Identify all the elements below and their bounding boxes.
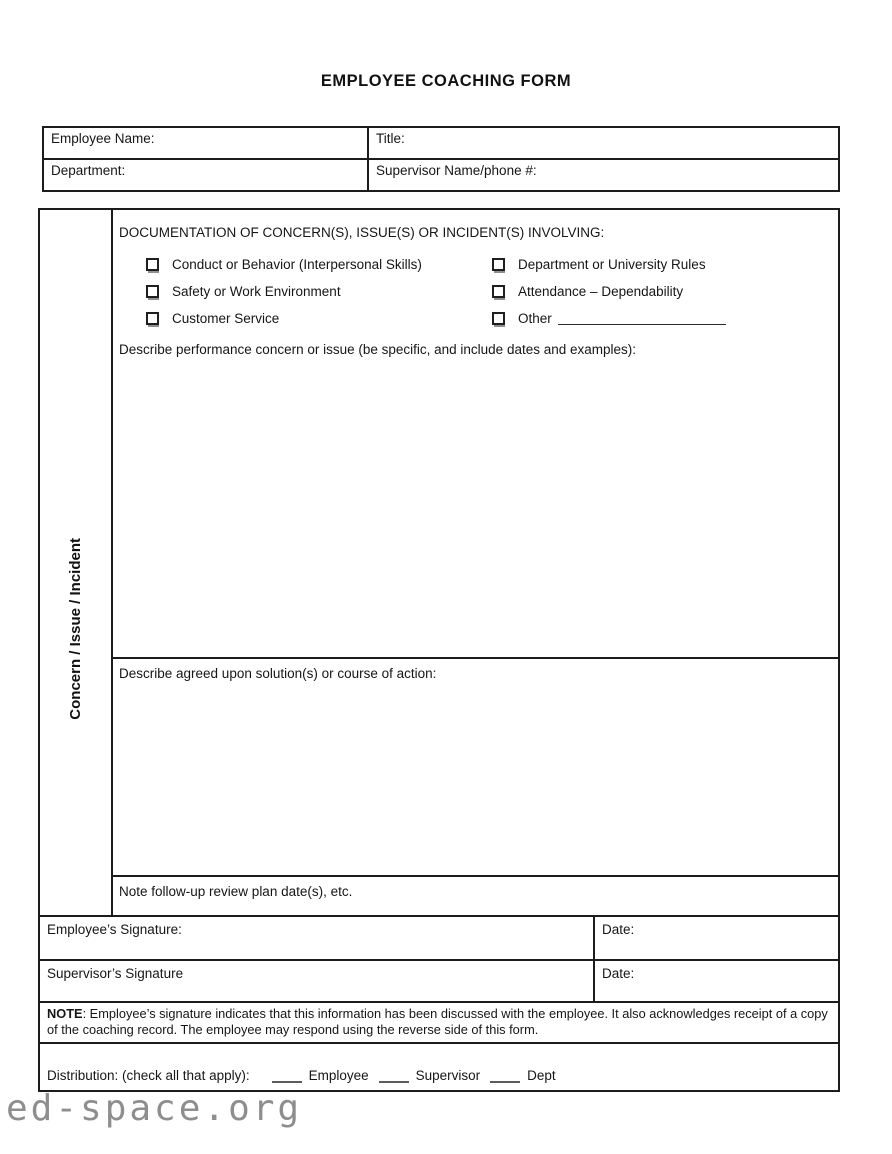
conduct-checkbox[interactable]: [146, 258, 159, 271]
distribution-option-label: Dept: [527, 1068, 556, 1083]
signature-section: [38, 915, 840, 1092]
other-checkbox[interactable]: [492, 312, 505, 325]
checkbox-item-other: [492, 307, 838, 329]
employee-signature-field[interactable]: Employee’s Signature:: [47, 922, 182, 937]
supervisor-field[interactable]: Supervisor Name/phone #:: [367, 160, 838, 190]
supervisor-signature-field[interactable]: Supervisor’s Signature: [47, 966, 184, 981]
department-rules-checkbox[interactable]: [492, 258, 505, 271]
distribution-option-label: Employee: [308, 1068, 369, 1083]
distribution-option-supervisor: [379, 1068, 481, 1083]
employee-date-field[interactable]: Date:: [593, 917, 838, 959]
distribution-option-employee: [272, 1068, 369, 1083]
page-title: EMPLOYEE COACHING FORM: [320, 72, 572, 90]
checkbox-label: Department or University Rules: [518, 256, 706, 272]
checkbox-item-safety: [146, 280, 492, 302]
attendance-checkbox[interactable]: [492, 285, 505, 298]
employee-info-table: [42, 126, 840, 192]
checkbox-label: Conduct or Behavior (Interpersonal Skills): [172, 256, 422, 272]
documentation-heading: DOCUMENTATION OF CONCERN(S), ISSUE(S) OR INCIDENT(S) INVOLVING:: [119, 225, 605, 240]
dept-distribution-blank[interactable]: [490, 1068, 520, 1083]
side-label-column: [40, 210, 113, 915]
followup-section[interactable]: [113, 875, 838, 915]
safety-checkbox[interactable]: [146, 285, 159, 298]
checkbox-label: Safety or Work Environment: [172, 283, 341, 299]
checkbox-item-attendance: [492, 280, 838, 302]
supervisor-distribution-blank[interactable]: [379, 1068, 409, 1083]
checkbox-label: Attendance – Dependability: [518, 283, 684, 299]
table-row: [44, 158, 838, 190]
checkbox-item-conduct: [146, 253, 492, 275]
checkbox-label: Other: [518, 310, 552, 326]
title-field[interactable]: Title:: [367, 128, 838, 158]
concern-checkbox-grid: [146, 253, 838, 329]
concern-content-column: [113, 210, 838, 915]
checkbox-item-customer-service: [146, 307, 492, 329]
solution-section: [113, 657, 838, 875]
concern-issue-incident-box: [38, 208, 840, 915]
note-body: : Employee’s signature indicates that this information has been discussed with the employee. It also acknowledges receipt of a copy of the coaching record. The employee may respond using the reverse side of this form.: [47, 1006, 828, 1037]
employee-signature-row: [40, 917, 838, 959]
customer-service-checkbox[interactable]: [146, 312, 159, 325]
checkbox-label: Customer Service: [172, 310, 280, 326]
solution-description-area[interactable]: [113, 681, 838, 875]
followup-label: Note follow-up review plan date(s), etc.: [119, 884, 353, 899]
documentation-section: [113, 210, 838, 657]
note-label: NOTE: [47, 1006, 83, 1021]
distribution-option-label: Supervisor: [415, 1068, 481, 1083]
distribution-label: Distribution: (check all that apply):: [47, 1068, 250, 1083]
other-blank-line[interactable]: [558, 311, 726, 325]
describe-performance-label: Describe performance concern or issue (be specific, and include dates and examples):: [119, 342, 637, 357]
table-row: [44, 128, 838, 158]
distribution-row: [40, 1042, 838, 1090]
department-field[interactable]: Department:: [51, 163, 126, 178]
supervisor-date-field[interactable]: Date:: [593, 961, 838, 1001]
concern-issue-incident-label: Concern / Issue / Incident: [67, 537, 84, 720]
describe-solution-label: Describe agreed upon solution(s) or course of action:: [119, 666, 437, 681]
note-text: [40, 1001, 838, 1042]
ed-space-watermark: ed-space.org: [6, 1088, 303, 1129]
performance-description-area[interactable]: [113, 357, 838, 657]
employee-distribution-blank[interactable]: [272, 1068, 302, 1083]
employee-name-field[interactable]: Employee Name:: [51, 131, 155, 146]
supervisor-signature-row: [40, 959, 838, 1001]
distribution-option-dept: [490, 1068, 556, 1083]
checkbox-item-department-rules: [492, 253, 838, 275]
